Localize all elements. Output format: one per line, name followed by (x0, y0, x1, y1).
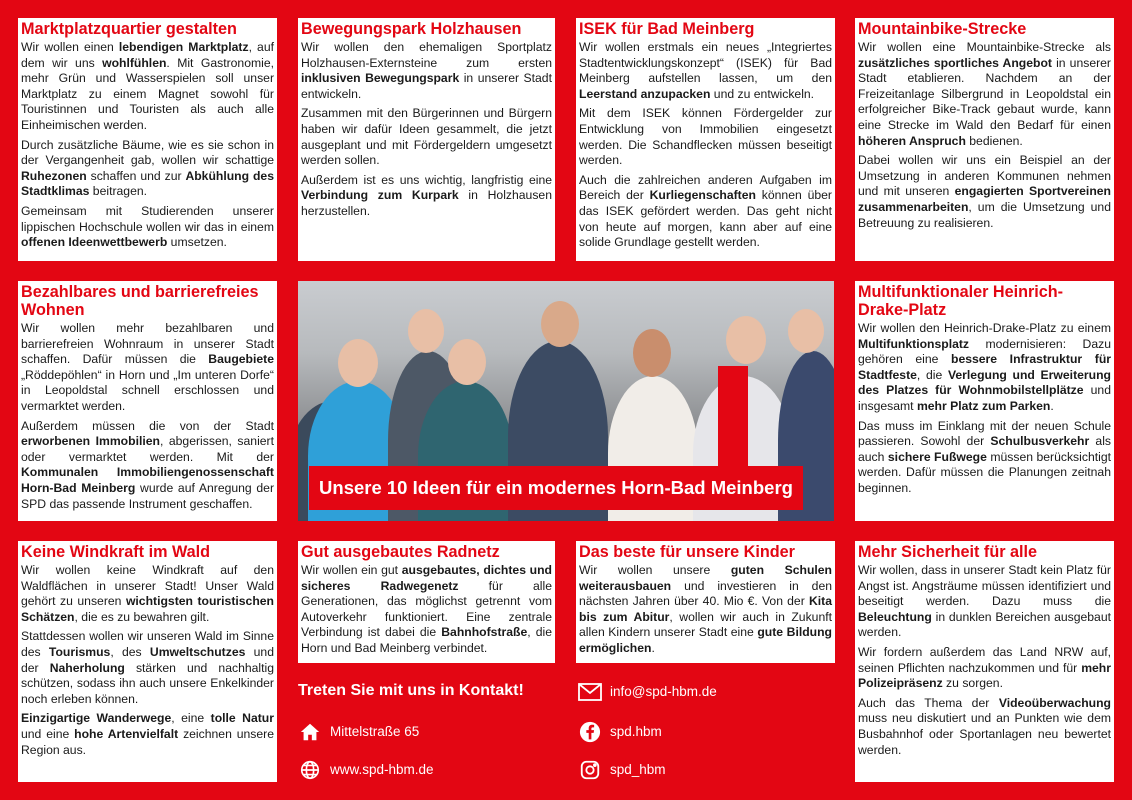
card-bewegungspark (298, 18, 555, 261)
contact-title: Treten Sie mit uns in Kontakt! (298, 682, 524, 699)
emphasis-text: ausgebautes, dichtes und sicheres Radwegenetz (301, 563, 552, 593)
emphasis-text: höheren Anspruch (858, 133, 966, 148)
contact-website[interactable] (298, 758, 434, 782)
emphasis-text: Leerstand anzupacken (579, 86, 711, 101)
card-paragraph (858, 153, 1111, 231)
body-text: in dunklen Bereichen ausgebaut werden. (858, 609, 1111, 640)
card-paragraph (858, 696, 1111, 758)
body-text: zu sorgen. (942, 676, 1003, 691)
card-paragraph (579, 563, 832, 657)
body-text: wurde auf Anregung der SPD das passende Instrument geschaffen. (21, 480, 275, 511)
body-text: Dabei wollen wir uns ein Beispiel an der Umsetzung in anderen Kommunen nehmen und mit unseren (858, 153, 1111, 199)
body-text: , auf dem wir uns (21, 40, 274, 70)
body-text: , die Horn und Bad Meinberg verbindet. (301, 625, 552, 655)
card-title: Bezahlbares und barrierefreies Wohnen (21, 283, 259, 319)
facebook-icon (578, 720, 602, 744)
card-paragraph (21, 711, 274, 758)
emphasis-text: bessere Infrastruktur für Stadtfeste (858, 352, 1112, 382)
emphasis-text: guten Schulen weiterausbauen (579, 563, 833, 593)
emphasis-text: engagierten Sportvereinen zusammenarbeiten (858, 184, 1111, 214)
card-paragraph (21, 40, 274, 134)
body-text: Wir fordern außerdem das Land NRW auf, seinen Pflichten nachzukommen und für (858, 644, 1111, 675)
facebook-link[interactable]: spd.hbm (610, 724, 662, 739)
card-paragraph (21, 204, 274, 251)
card-paragraph (21, 629, 274, 707)
body-text: Wir wollen eine Mountainbike-Strecke als (858, 40, 1111, 54)
body-text: , wollen wir auch in Zukunft allen Kindern unserer Stadt eine (579, 609, 832, 640)
body-text: Das muss im Einklang mit der neuen Schule passieren. Sowohl der (858, 418, 1111, 449)
emphasis-text: erworbenen Immobilien (21, 434, 160, 449)
card-paragraph (21, 321, 274, 415)
body-text: . Mit Gastronomie, mehr Grün und Wasserspielen soll unser Marktplatz zu einem Magnet sowohl für Touristinnen und Touristen als auch alle Einheimischen werden. (21, 55, 274, 132)
body-text: und insgesamt (858, 383, 1111, 413)
body-text: Wir wollen, dass in unserer Stadt kein Platz für Angst ist. Angsträume müssen identifiziert und beseitigt werden. Dazu muss die (858, 563, 1111, 609)
body-text: . (1050, 398, 1054, 413)
emphasis-text: Tourismus (48, 644, 111, 659)
body-text: Stattdessen wollen wir unseren Wald im Sinne des (21, 629, 274, 659)
body-text: umsetzen. (167, 235, 227, 250)
globe-icon (298, 758, 322, 782)
card-paragraph (301, 563, 552, 657)
body-text: Durch zusätzliche Bäume, wie es sie schon in der Vergangenheit gab, wollen wir schattige (21, 137, 274, 168)
card-paragraph (301, 106, 552, 168)
website-link[interactable]: www.spd-hbm.de (330, 762, 434, 777)
card-paragraph (579, 106, 832, 168)
body-text: Wir wollen ein gut (301, 563, 402, 577)
body-text: bedienen. (965, 133, 1023, 148)
home-icon (298, 720, 322, 744)
body-text: muss neu diskutiert und an Punkten wie dem Busbahnhof oder Sportanlagen neu bewertet werden. (858, 711, 1111, 757)
emphasis-text: wichtigsten touristischen Schätzen (21, 594, 274, 624)
card-title: Marktplatzquartier gestalten (21, 20, 237, 38)
contact-facebook[interactable] (578, 720, 662, 744)
body-text: als auch (858, 434, 1112, 464)
emphasis-text: Baugebiete (208, 352, 274, 367)
emphasis-text: tolle Natur (210, 711, 274, 726)
contact-instagram[interactable] (578, 758, 666, 782)
emphasis-text: hohe Artenvielfalt (74, 726, 179, 741)
body-text: zeichnen unsere Region aus. (21, 726, 275, 757)
body-text: müssen berücksichtigt werden. Dafür müssen die Planungen zeitnah beginnen. (858, 449, 1111, 495)
body-text: und der (21, 644, 274, 675)
card-isek (576, 18, 835, 261)
emphasis-text: Kita bis zum Abitur (579, 594, 832, 624)
body-text: „Röddepöhlen“ in Horn und „Im unteren Dorfe“ in Leopoldstal schnell erschlossen und vermarktet werden. (21, 367, 274, 413)
card-title: Multifunktionaler Heinrich-Drake-Platz (858, 283, 1064, 319)
address-text: Mittelstraße 65 (330, 724, 420, 739)
emphasis-text: Kurliegenschaften (649, 188, 756, 203)
body-text: beitragen. (89, 184, 148, 199)
body-text: und eine (21, 726, 75, 741)
body-text: . (651, 640, 655, 655)
body-text: und investieren in den nächsten Jahren über 40. Mio €. Von der (579, 578, 832, 609)
body-text: , die (916, 367, 948, 382)
card-paragraph (301, 40, 552, 102)
emphasis-text: Abkühlung des Stadtklimas (21, 168, 274, 199)
body-text: , abgerissen, saniert oder vermarktet werden. Mit der (21, 434, 275, 464)
card-paragraph (301, 173, 552, 220)
body-text: Wir wollen mehr bezahlbaren und barrierefreien Wohnraum in unserer Stadt schaffen. Dafür müssen die (21, 321, 274, 367)
body-text: , die es zu bewahren gilt. (74, 609, 210, 624)
body-text: Auch die zahlreichen anderen Aufgaben im Bereich der (579, 172, 832, 203)
emphasis-text: Beleuchtung (858, 609, 932, 624)
card-title: Das beste für unsere Kinder (579, 543, 795, 561)
emphasis-text: Videoüberwachung (998, 695, 1111, 710)
body-text: modernisieren: Dazu gehören eine (858, 336, 1111, 367)
card-paragraph (858, 321, 1111, 415)
body-text: für alle Generationen, das möglichst getrennt vom Autoverkehr funktioniert. Eine zentrale Verbindung ist dabei die (301, 578, 552, 640)
body-text: , um die Umsetzung und Betreuung zu realisieren. (858, 199, 1111, 230)
card-paragraph (858, 563, 1111, 641)
body-text: Wir wollen einen (21, 40, 119, 54)
body-text: in Holzhausen herzustellen. (301, 188, 552, 218)
body-text: Gemeinsam mit Studierenden unserer lippischen Hochschule wollen wir das in einem (21, 203, 274, 234)
emphasis-text: Einzigartige Wanderwege (21, 711, 172, 726)
card-title: Gut ausgebautes Radnetz (301, 543, 500, 561)
emphasis-text: Kommunalen Immobiliengenossenschaft Horn-Bad Meinberg (21, 465, 274, 495)
card-paragraph (21, 138, 274, 200)
emphasis-text: Schulbusverkehr (990, 434, 1090, 449)
card-title: Mehr Sicherheit für alle (858, 543, 1038, 561)
body-text: können über das ISEK gefördert werden. Das geht nicht von heute auf morgen, kann aber auf eine solide Grundlage gestellt werden. (579, 188, 832, 250)
mail-icon (578, 680, 602, 704)
contact-address (298, 720, 419, 744)
emphasis-text: Bahnhofstraße (441, 625, 528, 640)
banner-headline: Unsere 10 Ideen für ein modernes Horn-Bad Meinberg (309, 466, 803, 510)
card-mountainbike (855, 18, 1114, 261)
emphasis-text: Umweltschutzes (149, 644, 246, 659)
card-paragraph (579, 173, 832, 251)
card-marktplatz (18, 18, 277, 261)
emphasis-text: Multifunktionsplatz (858, 336, 970, 351)
instagram-link[interactable]: spd_hbm (610, 762, 666, 777)
body-text: , eine (171, 711, 211, 726)
card-drake-platz (855, 281, 1114, 521)
card-paragraph (21, 419, 274, 513)
emphasis-text: Naherholung (49, 660, 125, 675)
card-paragraph (579, 40, 832, 102)
card-title: Bewegungspark Holzhausen (301, 20, 522, 38)
email-link[interactable]: info@spd-hbm.de (610, 684, 717, 699)
emphasis-text: Ruhezonen (21, 168, 87, 183)
body-text: schaffen und zur (86, 168, 186, 183)
emphasis-text: sichere Fußwege (887, 449, 987, 464)
emphasis-text: gute Bildung ermöglichen (579, 625, 832, 655)
card-paragraph (858, 645, 1111, 692)
emphasis-text: wohlfühlen (102, 55, 167, 70)
body-text: Außerdem müssen die von der Stadt (21, 418, 274, 433)
body-text: Wir wollen den Heinrich-Drake-Platz zu einem (858, 321, 1111, 335)
body-text: Auch das Thema der (858, 695, 999, 710)
emphasis-text: Verbindung zum Kurpark (301, 188, 459, 203)
card-title: Keine Windkraft im Wald (21, 543, 211, 561)
body-text: , des (110, 644, 150, 659)
body-text: und zu entwickeln. (710, 86, 815, 101)
body-text: Mit dem ISEK können Fördergelder zur Entwicklung von Immobilien eingesetzt werden. Die Schandflecken müssen beseitigt werden. (579, 106, 832, 168)
emphasis-text: offenen Ideenwettbewerb (21, 235, 168, 250)
emphasis-text: lebendigen Marktplatz (118, 40, 249, 54)
card-title: ISEK für Bad Meinberg (579, 20, 755, 38)
card-paragraph (21, 563, 274, 625)
emphasis-text: Verlegung und Erweiterung des Platzes für Wohnmobilstellplätze (858, 367, 1111, 398)
body-text: Wir wollen erstmals ein neues „Integriertes Stadtentwicklungskonzept“ (ISEK) für Bad Meinberg aufstellen lassen, um den (579, 40, 832, 86)
card-windkraft (18, 541, 277, 782)
card-paragraph (858, 419, 1111, 497)
instagram-icon (578, 758, 602, 782)
body-text: Außerdem ist es uns wichtig, langfristig eine (301, 172, 552, 187)
contact-email[interactable] (578, 680, 717, 704)
card-paragraph (858, 40, 1111, 149)
body-text: Wir wollen unsere (579, 563, 731, 577)
body-text: Wir wollen den ehemaligen Sportplatz Holzhausen-Externsteine zum ersten (301, 40, 552, 70)
emphasis-text: zusätzliches sportliches Angebot (858, 55, 1052, 70)
body-text: Zusammen mit den Bürgerinnen und Bürgern haben wir dafür Ideen gesammelt, die jetzt ausgeplant und mit Fördergeldern umgesetzt werden sollen. (301, 106, 552, 168)
emphasis-text: inklusiven Bewegungspark (301, 71, 460, 86)
card-wohnen (18, 281, 277, 521)
emphasis-text: mehr Platz zum Parken (916, 398, 1051, 413)
card-radnetz (298, 541, 555, 663)
body-text: Wir wollen keine Windkraft auf den Waldflächen in unserer Stadt! Unser Wald gehört zu unseren (21, 563, 274, 609)
body-text: stärken und nachhaltig schützen, sodass ihn auch unsere Enkelkinder noch erleben können. (21, 660, 274, 706)
emphasis-text: mehr Polizeipräsenz (858, 660, 1111, 691)
card-kinder (576, 541, 835, 663)
card-sicherheit (855, 541, 1114, 782)
body-text: in unserer Stadt etablieren. Nachdem an der Freizeitanlage Silbergrund in Leopoldstal ein erfolgreicher Bike-Track gebaut wurde, kann eine Strecke im Wald den Bedarf für einen (858, 55, 1111, 132)
card-title: Mountainbike-Strecke (858, 20, 1027, 38)
body-text: in unserer Stadt entwickeln. (301, 71, 552, 101)
